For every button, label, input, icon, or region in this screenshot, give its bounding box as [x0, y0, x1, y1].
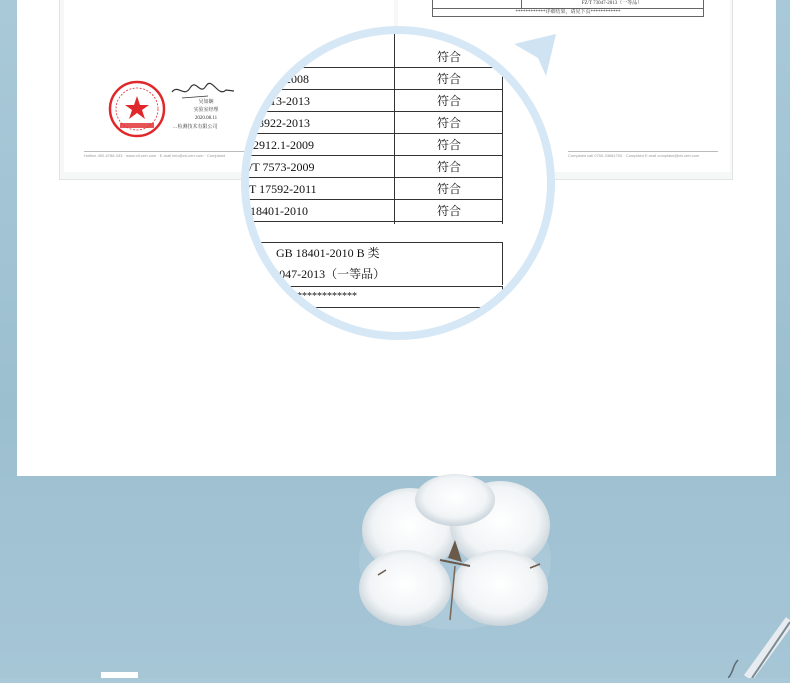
white-tab-marker	[101, 672, 138, 678]
result-cell: 符合	[394, 178, 503, 200]
result-cell: 符合	[394, 112, 503, 134]
magnifier-lens	[249, 34, 547, 332]
table-row	[249, 90, 502, 112]
table-row	[249, 112, 502, 134]
magnified-results-table	[249, 34, 547, 332]
report-footer-left: Hotline 400-6788-333 · www.cti-cert.com · E-mail info@cti-cert.com · Complaint	[84, 151, 274, 162]
standard-cell: T 17592-2011	[249, 182, 317, 196]
result-cell: 符合	[394, 90, 503, 112]
result-cell: 符合	[394, 68, 503, 90]
table-row	[249, 200, 502, 222]
cotton-stalk-image	[728, 600, 790, 678]
result-cell: 符合	[394, 156, 503, 178]
report-footer-right: Complaint call 0755-33681700 · Complaint E-mail complaint@cti-cert.com	[568, 151, 718, 162]
standard-cell: 3922-2013	[258, 116, 310, 130]
result-cell: 符合	[394, 134, 503, 156]
table-row	[249, 156, 502, 178]
result-cell: 符合	[394, 200, 503, 222]
summary-grade: FZ/T 73047-2013（一等品）	[581, 1, 643, 6]
conclusion-line-2: T 73047-2013（一等品）	[249, 264, 503, 285]
table-row	[249, 46, 502, 68]
standard-cell: 2008	[285, 72, 309, 86]
standard-cell: 13-2013	[270, 94, 310, 108]
table-row	[249, 178, 502, 200]
table-row	[249, 134, 502, 156]
standard-cell: 2912.1-2009	[253, 138, 314, 152]
signer-title: 实验室经理	[193, 108, 219, 113]
signer-name: 吴如娴	[198, 100, 214, 105]
table-row	[249, 68, 502, 90]
conclusion-line-1: GB 18401-2010 B 类	[249, 243, 503, 264]
cotton-boll-image	[350, 470, 560, 640]
result-cell: 符合	[394, 46, 503, 68]
company-caption: …检测技术有限公司	[172, 125, 218, 130]
summary-cell-empty	[433, 0, 522, 8]
signature-date: 2020.08.11	[194, 116, 218, 121]
pointer-arrow-icon	[512, 34, 558, 76]
standard-cell: 18401-2010	[250, 204, 308, 218]
report-summary-table	[432, 0, 704, 17]
summary-note: ************详细结果，请见下页************	[433, 8, 703, 17]
conclusion-line-3: ************	[249, 286, 503, 307]
standard-cell: /T 7573-2009	[249, 160, 315, 174]
